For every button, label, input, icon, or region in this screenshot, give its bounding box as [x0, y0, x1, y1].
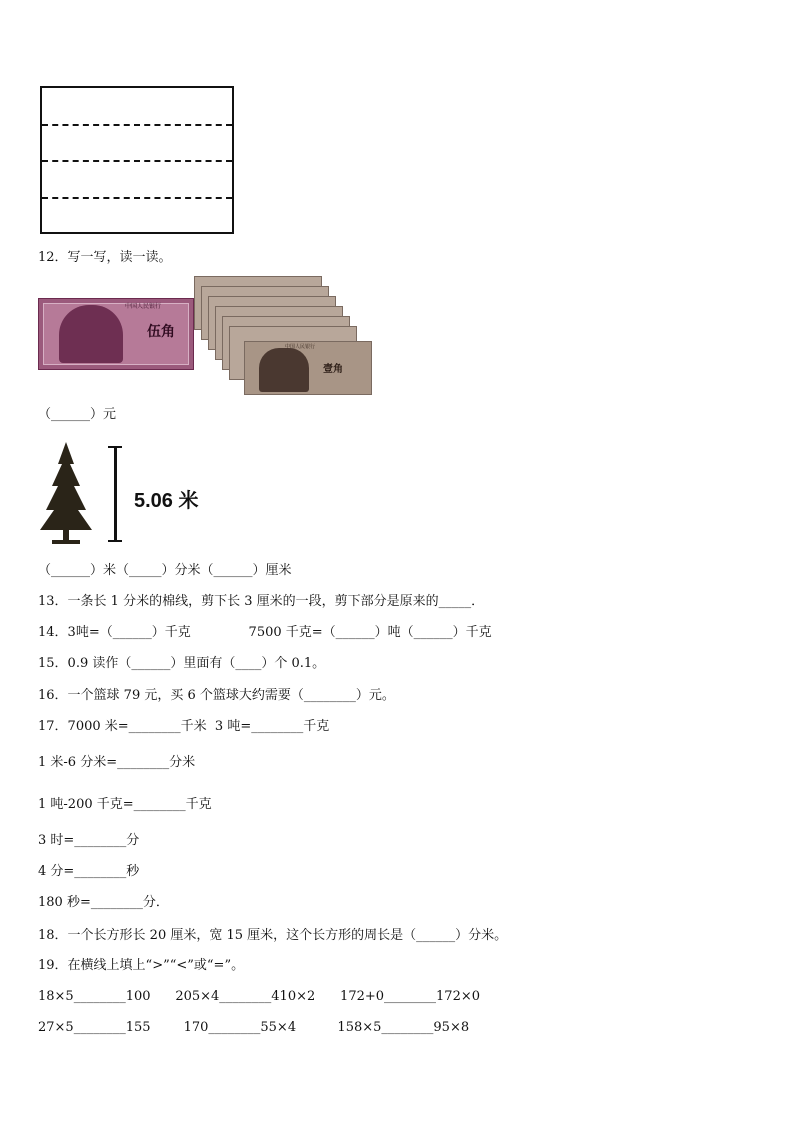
guide-line: [42, 124, 232, 126]
question-19: 19．在横线上填上“>”“<”或“=”。: [38, 958, 245, 973]
guide-line: [42, 160, 232, 162]
question-16: 16．一个篮球 79 元，买 6 个篮球大约需要（________）元。: [38, 688, 395, 703]
one-jiao-banknote-front: [244, 341, 372, 395]
question-14: 14．3吨=（______）千克 7500 千克=（______）吨（______）千克: [38, 625, 492, 640]
question-17: 17．7000 米=________千米 3 吨=________千克: [38, 719, 330, 734]
portrait-icon: [59, 305, 123, 363]
question-19-row: 27×5________155 170________55×4 158×5________95×8: [38, 1020, 470, 1035]
question-19-row: 18×5________100 205×4________410×2 172+0________172×0: [38, 989, 481, 1004]
answer-yuan: （______）元: [38, 407, 117, 422]
question-17-part: 180 秒=________分．: [38, 895, 169, 910]
guide-line: [42, 197, 232, 199]
banknote-value: 壹角: [323, 364, 343, 375]
writing-box: [40, 86, 234, 234]
question-12-title: 12．写一写，读一读。: [38, 250, 172, 265]
five-jiao-banknote: [38, 298, 194, 370]
banknote-header: 中国人民银行: [285, 344, 316, 350]
banknote-header: 中国人民银行: [125, 303, 162, 310]
question-17-part: 1 米-6 分米=________分米: [38, 755, 196, 770]
height-label: 5.06 米: [134, 490, 199, 512]
question-15: 15．0.9 读作（______）里面有（____）个 0.1。: [38, 656, 326, 671]
tree-icon: [38, 442, 94, 546]
question-17-part: 4 分=________秒: [38, 864, 140, 879]
question-13: 13．一条长 1 分米的棉线，剪下长 3 厘米的一段，剪下部分是原来的_____．: [38, 594, 485, 609]
question-17-part: 1 吨-200 千克=________千克: [38, 797, 212, 812]
question-18: 18．一个长方形长 20 厘米，宽 15 厘米，这个长方形的周长是（______）分米。: [38, 928, 508, 943]
height-ruler: [108, 446, 122, 542]
answer-length: （______）米（_____）分米（______）厘米: [38, 563, 292, 578]
portrait-icon: [259, 348, 309, 392]
question-17-part: 3 时=________分: [38, 833, 140, 848]
banknote-value: 伍角: [147, 324, 175, 340]
